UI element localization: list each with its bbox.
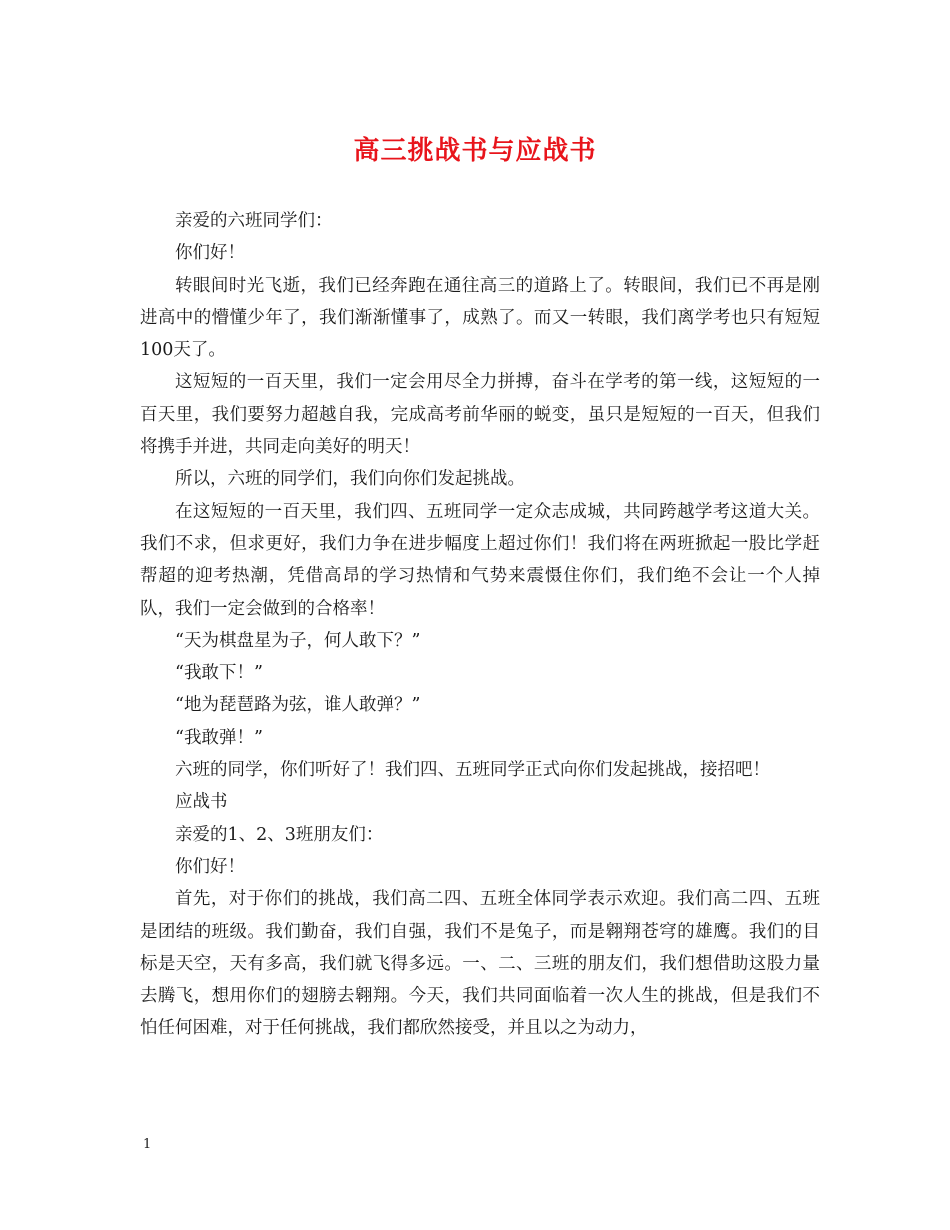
body-paragraph: 所以，六班的同学们，我们向你们发起挑战。 bbox=[175, 469, 525, 490]
quote-line: “我敢弹！” bbox=[175, 727, 263, 748]
page-number: 1 bbox=[143, 1137, 152, 1152]
greeting-paragraph: 你们好！ bbox=[175, 243, 245, 264]
document-title: 高三挑战书与应战书 bbox=[353, 136, 597, 166]
salutation-paragraph: 亲爱的1、2、3班朋友们： bbox=[175, 824, 384, 845]
section-heading: 应战书 bbox=[175, 792, 228, 813]
body-paragraph: 在这短短的一百天里，我们四、五班同学一定众志成城，共同跨越学考这道大关。我们不求，但求更好，我们力争在进步幅度上超过你们！我们将在两班掀起一股比学赶帮超的迎考热潮，凭借高昂的学习热情和气势来震慑住你们，我们绝不会让一个人掉队，我们一定会做到的合格率！ bbox=[140, 501, 820, 619]
body-paragraph: 六班的同学，你们听好了！我们四、五班同学正式向你们发起挑战，接招吧！ bbox=[175, 760, 770, 781]
document-body bbox=[140, 205, 820, 1045]
quote-line: “天为棋盘星为子，何人敢下？” bbox=[175, 630, 421, 651]
salutation-paragraph: 亲爱的六班同学们： bbox=[175, 211, 333, 231]
body-paragraph: 首先，对于你们的挑战，我们高二四、五班全体同学表示欢迎。我们高二四、五班是团结的班级。我们勤奋，我们自强，我们不是兔子，而是翱翔苍穹的雄鹰。我们的目标是天空，天有多高，我们就飞得多远。一、二、三班的朋友们，我们想借助这股力量去腾飞，想用你们的翅膀去翱翔。今天，我们共同面临着一次人生的挑战，但是我们不怕任何困难，对于任何挑战，我们都欣然接受，并且以之为动力， bbox=[140, 889, 820, 1039]
body-paragraph: 转眼间时光飞逝，我们已经奔跑在通往高三的道路上了。转眼间，我们已不再是刚进高中的懵懂少年了，我们渐渐懂事了，成熟了。而又一转眼，我们离学考也只有短短100天了。 bbox=[140, 275, 820, 361]
greeting-paragraph: 你们好！ bbox=[175, 856, 245, 877]
body-paragraph: 这短短的一百天里，我们一定会用尽全力拼搏，奋斗在学考的第一线，这短短的一百天里，我们要努力超越自我，完成高考前华丽的蜕变，虽只是短短的一百天，但我们将携手并进，共同走向美好的明天！ bbox=[140, 372, 820, 458]
quote-line: “我敢下！” bbox=[175, 663, 263, 684]
quote-line: “地为琵琶路为弦，谁人敢弹？” bbox=[175, 695, 421, 716]
